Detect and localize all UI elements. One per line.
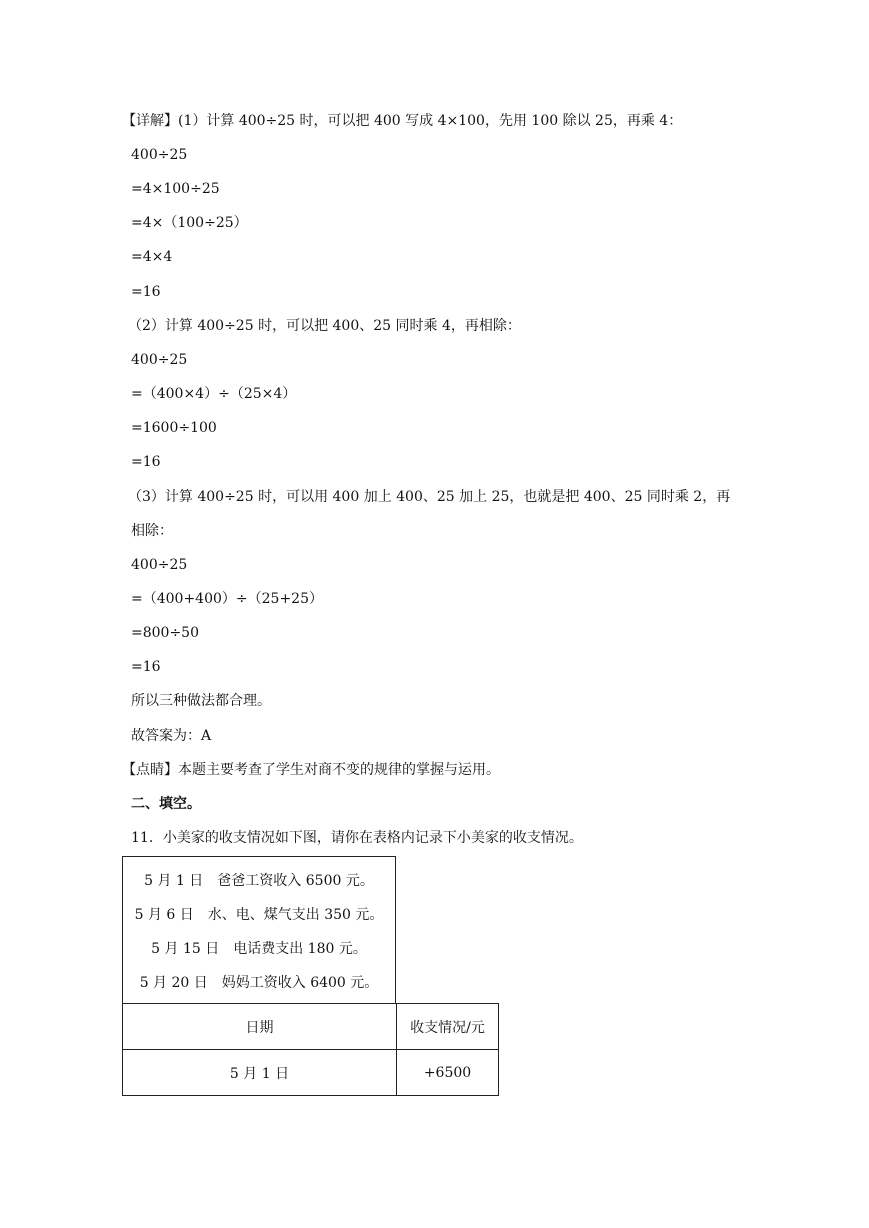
solution-line: =4×4 bbox=[131, 249, 173, 265]
info-line: 5 月 15 日 电话费支出 180 元。 bbox=[151, 941, 367, 957]
solution-line: 【详解】(1）计算 400÷25 时，可以把 400 写成 4×100，先用 100 除以 25，再乘 4： bbox=[122, 113, 683, 129]
solution-line: =4×100÷25 bbox=[131, 181, 220, 197]
income-expense-box bbox=[122, 856, 396, 1004]
header-amount: 收支情况/元 bbox=[397, 1004, 499, 1050]
table-header-row bbox=[123, 1004, 499, 1050]
solution-line: =（400+400）÷（25+25） bbox=[131, 591, 323, 607]
solution-line: =16 bbox=[131, 659, 161, 675]
solution-line: 相除： bbox=[131, 523, 173, 539]
solution-line: =16 bbox=[131, 454, 161, 470]
solution-line: 所以三种做法都合理。 bbox=[131, 693, 271, 709]
header-date: 日期 bbox=[123, 1004, 397, 1050]
solution-line: =16 bbox=[131, 284, 161, 300]
solution-line: =1600÷100 bbox=[131, 420, 217, 436]
question-text: 11．小美家的收支情况如下图，请你在表格内记录下小美家的收支情况。 bbox=[131, 830, 583, 846]
info-line: 5 月 6 日 水、电、煤气支出 350 元。 bbox=[134, 907, 384, 923]
solution-line: （3）计算 400÷25 时，可以用 400 加上 400、25 加上 25，也就是把 400、25 同时乘 2，再 bbox=[128, 489, 731, 505]
record-table bbox=[122, 1003, 499, 1096]
info-line: 5 月 20 日 妈妈工资收入 6400 元。 bbox=[139, 975, 379, 991]
solution-line: 故答案为：A bbox=[131, 728, 212, 744]
cell-date: 5 月 1 日 bbox=[123, 1050, 397, 1096]
solution-line: =（400×4）÷（25×4） bbox=[131, 386, 297, 402]
table-row bbox=[123, 1050, 499, 1096]
cell-amount: +6500 bbox=[397, 1050, 499, 1096]
solution-line: 400÷25 bbox=[131, 147, 188, 163]
solution-line: =4×（100÷25） bbox=[131, 215, 248, 231]
info-line: 5 月 1 日 爸爸工资收入 6500 元。 bbox=[144, 873, 374, 889]
solution-line: （2）计算 400÷25 时，可以把 400、25 同时乘 4，再相除： bbox=[128, 318, 521, 334]
solution-line: =800÷50 bbox=[131, 625, 199, 641]
section-heading: 二、填空。 bbox=[131, 796, 201, 812]
solution-line: 400÷25 bbox=[131, 557, 188, 573]
solution-line: 【点睛】本题主要考查了学生对商不变的规律的掌握与运用。 bbox=[122, 762, 500, 778]
solution-line: 400÷25 bbox=[131, 352, 188, 368]
